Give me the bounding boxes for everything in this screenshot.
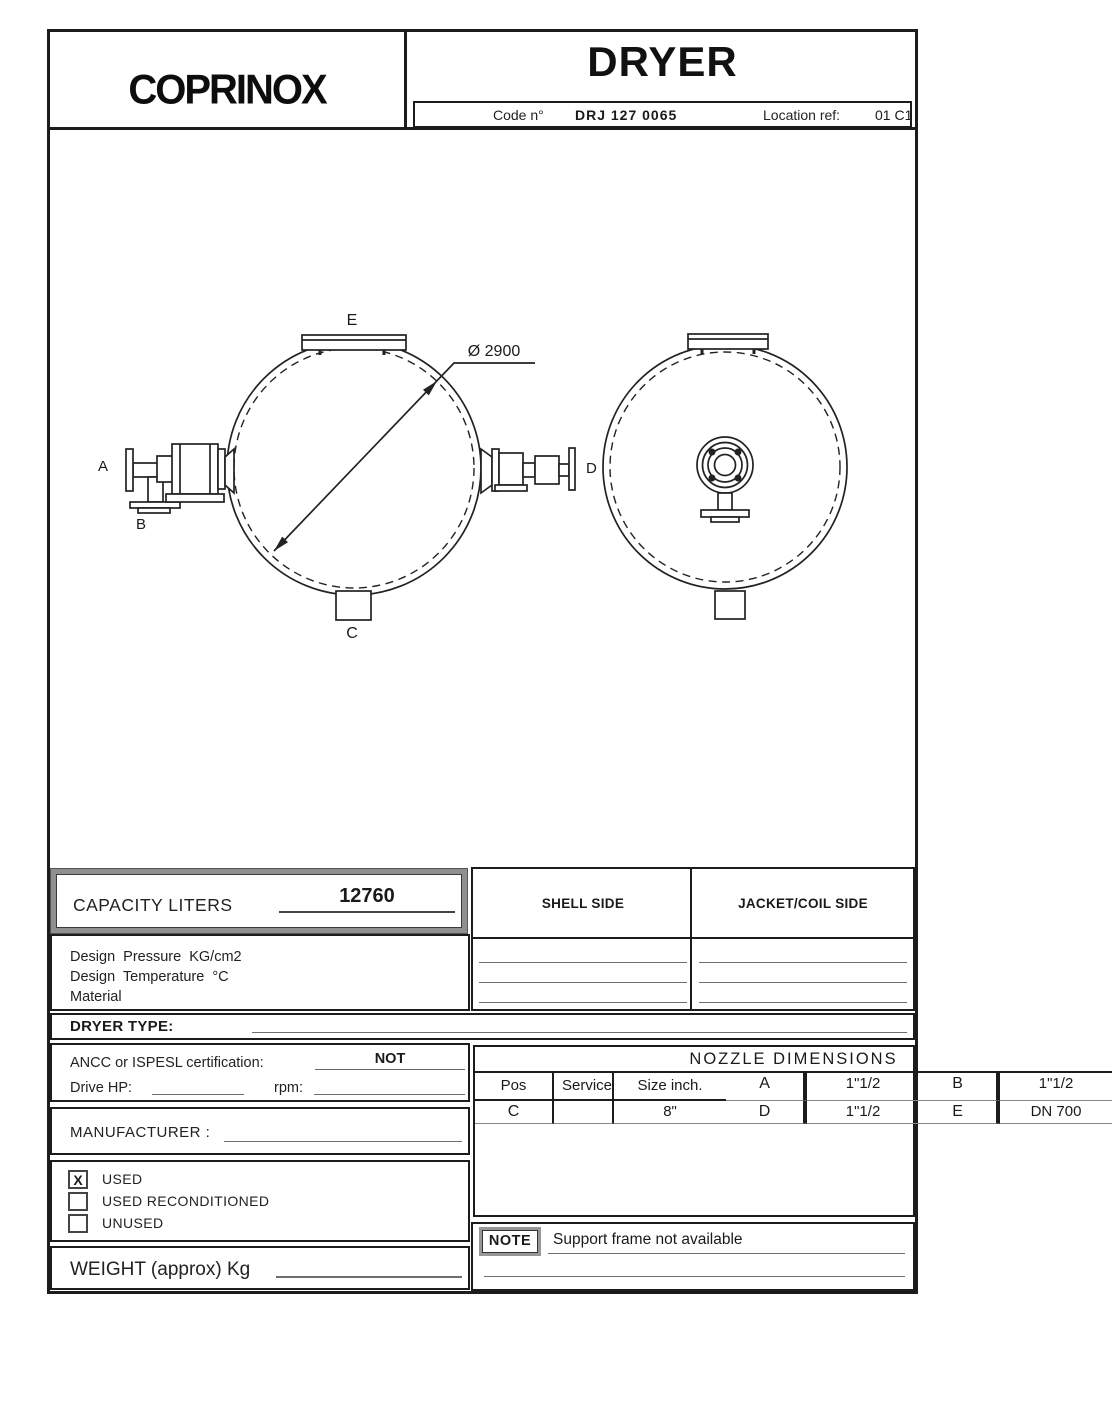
design-pressure-label: Design Pressure KG/cm2 xyxy=(70,949,242,965)
note-text: Support frame not available xyxy=(553,1231,743,1248)
code-value: DRJ 127 0065 xyxy=(575,107,678,123)
dryer-type-row xyxy=(50,1013,915,1040)
condition-row-unused xyxy=(68,1213,164,1233)
blank-field-line xyxy=(479,982,687,983)
pos-column-header: Pos xyxy=(475,1073,554,1099)
drive-hp-field-line xyxy=(152,1080,244,1095)
size-cell: 1"1/2 xyxy=(807,1101,919,1124)
blank-field-line xyxy=(699,1002,907,1003)
condition-box xyxy=(50,1160,470,1242)
pos-cell: E xyxy=(919,1101,998,1124)
diameter-dimension: Ø 2900 xyxy=(467,343,521,360)
shell-jacket-header xyxy=(473,869,913,939)
blank-field-line xyxy=(479,962,687,963)
logo-cell xyxy=(50,32,407,130)
page-title: DRYER xyxy=(587,38,738,85)
location-ref-label: Location ref: xyxy=(763,107,841,123)
size-column-header: Size inch. xyxy=(637,1077,703,1094)
capacity-box-inner xyxy=(56,874,462,928)
rpm-field-line xyxy=(314,1080,465,1095)
table-row xyxy=(919,1073,1112,1101)
title-cell xyxy=(410,32,915,130)
size-cell: 1"1/2 xyxy=(1000,1073,1112,1101)
column-divider xyxy=(690,869,692,1009)
header xyxy=(50,32,915,130)
size-cell: 8" xyxy=(614,1101,726,1124)
certification-box xyxy=(50,1043,470,1102)
dryer-type-field-line xyxy=(252,1032,907,1033)
nozzle-label-e: E xyxy=(346,312,358,329)
size-cell: 1"1/2 xyxy=(807,1073,919,1101)
shell-jacket-table xyxy=(471,867,915,1011)
nozzle-label-a: A xyxy=(97,458,109,475)
certification-value: NOT xyxy=(315,1051,465,1070)
code-bar xyxy=(413,101,912,128)
code-label: Code n° xyxy=(493,107,544,123)
design-temperature-label: Design Temperature °C xyxy=(70,969,229,985)
vessel-drawing xyxy=(50,133,915,865)
note-badge xyxy=(479,1227,541,1256)
location-ref-value: 01 C1 xyxy=(875,107,913,123)
note-section xyxy=(471,1222,915,1291)
certification-label: ANCC or ISPESL certification: xyxy=(70,1055,264,1071)
condition-row-used xyxy=(68,1169,143,1189)
unused-label: UNUSED xyxy=(102,1215,164,1231)
weight-box xyxy=(50,1246,470,1290)
weight-field-line xyxy=(276,1276,462,1278)
table-row xyxy=(726,1101,919,1124)
nozzle-table-header xyxy=(475,1073,726,1101)
used-reconditioned-label: USED RECONDITIONED xyxy=(102,1193,270,1209)
pos-cell: A xyxy=(726,1073,805,1101)
blank-field-line xyxy=(479,1002,687,1003)
note-field-line xyxy=(484,1276,905,1277)
manufacturer-label: MANUFACTURER : xyxy=(70,1124,211,1141)
pos-cell: D xyxy=(726,1101,805,1124)
rpm-label: rpm: xyxy=(274,1080,303,1096)
document-frame xyxy=(47,29,1082,1294)
used-checkbox[interactable]: X xyxy=(68,1170,88,1189)
nozzle-dimensions-table xyxy=(473,1045,1082,1217)
note-field-line xyxy=(548,1253,905,1254)
nozzle-label-c: C xyxy=(346,625,358,642)
blank-field-line xyxy=(699,962,907,963)
pos-cell: B xyxy=(919,1073,998,1101)
used-reconditioned-checkbox[interactable] xyxy=(68,1192,88,1211)
table-row xyxy=(919,1101,1112,1124)
brand-logo: COPRINOX xyxy=(128,66,326,113)
shell-side-header: SHELL SIDE xyxy=(541,895,625,911)
weight-label: WEIGHT (approx) Kg xyxy=(70,1259,251,1280)
pos-cell: C xyxy=(475,1101,554,1124)
service-column-header: Service xyxy=(554,1073,614,1099)
blank-field-line xyxy=(699,982,907,983)
note-label: NOTE xyxy=(482,1230,538,1253)
nozzle-label-d: D xyxy=(586,460,597,477)
design-parameters xyxy=(50,934,470,1011)
capacity-value: 12760 xyxy=(279,885,455,913)
used-label: USED xyxy=(102,1171,143,1187)
drive-hp-label: Drive HP: xyxy=(70,1080,133,1096)
condition-row-used-reconditioned xyxy=(68,1191,269,1211)
material-label: Material xyxy=(70,989,122,1005)
table-row xyxy=(475,1101,726,1124)
nozzle-table-title: NOZZLE DIMENSIONS xyxy=(475,1047,1112,1073)
technical-drawing xyxy=(50,133,915,865)
manufacturer-box xyxy=(50,1107,470,1155)
jacket-coil-side-header: JACKET/COIL SIDE xyxy=(738,895,868,911)
capacity-label: CAPACITY LITERS xyxy=(73,895,233,915)
manufacturer-field-line xyxy=(224,1141,462,1142)
table-row xyxy=(726,1073,919,1101)
nozzle-label-b: B xyxy=(135,516,147,533)
unused-checkbox[interactable] xyxy=(68,1214,88,1233)
capacity-box xyxy=(50,868,468,934)
size-cell: DN 700 xyxy=(1000,1101,1112,1124)
service-cell xyxy=(554,1101,614,1124)
dryer-type-label: DRYER TYPE: xyxy=(70,1018,174,1035)
